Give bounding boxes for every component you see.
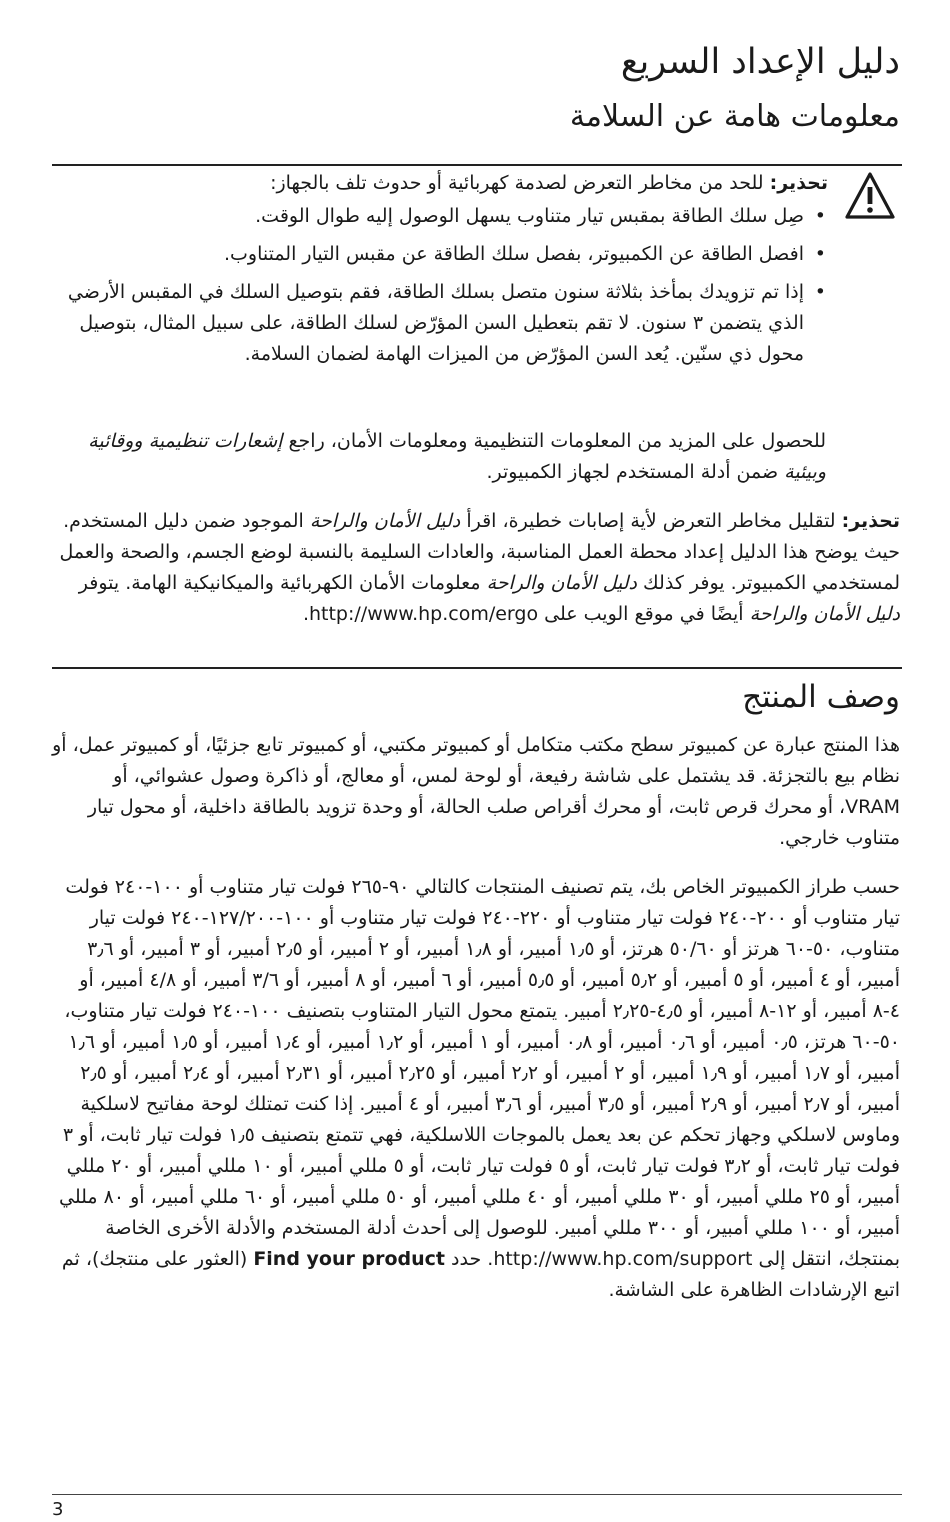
warning-intro-text: للحد من مخاطر التعرض لصدمة كهربائية أو حدوث تلف بالجهاز:	[270, 172, 770, 194]
warning-triangle-icon	[844, 170, 896, 222]
warning-label: تحذير:	[769, 172, 828, 194]
footer-rule	[52, 1494, 902, 1495]
warning-text-segment: معلومات الأمان الكهربائية والميكانيكية الهامة. يتوفر	[78, 572, 487, 594]
warning-text-segment: أيضًا في موقع الويب على	[538, 603, 750, 625]
warning-bullets	[53, 201, 828, 370]
ergo-url-link[interactable]: http://www.hp.com/ergo	[308, 603, 539, 625]
top-rule	[52, 164, 902, 166]
regulatory-paragraph	[51, 426, 826, 488]
product-paragraph-2	[50, 872, 900, 1306]
section-title: وصف المنتج	[742, 679, 900, 715]
warning-text	[53, 168, 828, 377]
safety-guide-title: دليل الأمان والراحة	[309, 510, 461, 532]
ratings-text-cont: . حدد	[445, 1248, 494, 1270]
warning-text-segment: .	[302, 603, 309, 625]
ergonomics-warning	[51, 506, 900, 630]
list-item: • إذا تم تزويدك بمأخذ بثلاثة سنون متصل بسلك الطاقة، فقم بتوصيل السلك في المقبس الأرضي الذي يتضمن ٣ سنون. لا تقم بتعطيل السن المؤرّض لسلك الطاقة، على سبيل المثال، بتوصيل محول ذي سنّين. يُعد السن المؤرّض من الميزات الهامة لضمان السلامة.	[53, 277, 804, 370]
product-paragraph-1: هذا المنتج عبارة عن كمبيوتر سطح مكتب متكامل أو كمبيوتر مكتبي، أو كمبيوتر تابع جزئيًا، أو كمبيوتر عمل، أو نظام بيع بالتجزئة. قد يشتمل على شاشة رفيعة، أو لوحة لمس، أو معالج، أو ذاكرة وصول عشوائي، أو VRAM، أو محرك قرص ثابت، أو محرك أقراص صلب الحالة، أو وحدة تزويد بالطاقة داخلية، أو محول تيار متناوب خارجي.	[52, 734, 900, 849]
ratings-text-end: (العثور على منتجك)، ثم اتبع الإرشادات الظاهرة على الشاشة.	[61, 1248, 900, 1301]
regulatory-text-after: ضمن أدلة المستخدم لجهاز الكمبيوتر.	[486, 461, 785, 483]
ratings-text: حسب طراز الكمبيوتر الخاص بك، يتم تصنيف المنتجات كالتالي ٩٠-٢٦٥ فولت تيار متناوب أو ١٠٠-٢٤٠ فولت تيار متناوب أو ٢٠٠-٢٤٠ فولت تيار متناوب أو ٢٢٠-٢٤٠ فولت تيار متناوب أو ١٠٠-١٢٧/٢٠٠-٢٤٠ فولت تيار متناوب، ٥٠-٦٠ هرتز أو ٥٠/٦٠ هرتز، أو ١٫٥ أمبير، أو ١٫٨ أمبير، أو ٢ أمبير، أو ٢٫٥ أمبير، أو ٣ أمبير، أو ٣٫٦ أمبير، أو ٤ أمبير، أو ٥ أمبير، أو ٥٫٢ أمبير، أو ٥٫٥ أمبير، أو ٦ أمبير، أو ٨ أمبير، أو ٣/٦ أمبير، أو ٤/٨ أمبير، أو ٤-٨ أمبير، أو ١٢-٨ أمبير، أو ٤٫٥-٢٫٢٥ أمبير. يتمتع محول التيار المتناوب بتصنيف ١٠٠-٢٤٠ فولت تيار متناوب، ٥٠-٦٠ هرتز، ٠٫٥ أمبير، أو ٠٫٦ أمبير، أو ٠٫٨ أمبير، أو ١ أمبير، أو ١٫٢ أمبير، أو ١٫٤ أمبير، أو ١٫٥ أمبير، أو ١٫٦ أمبير، أو ١٫٧ أمبير، أو ١٫٩ أمبير، أو ٢ أمبير، أو ٢٫٢ أمبير، أو ٢٫٢٥ أمبير، أو ٢٫٣١ أمبير، أو ٢٫٤ أمبير، أو ٢٫٥ أمبير، أو ٢٫٧ أمبير، أو ٢٫٩ أمبير، أو ٣٫٥ أمبير، أو ٣٫٦ أمبير، أو ٤ أمبير. إذا كنت تمتلك لوحة مفاتيح لاسلكية وماوس لاسلكي وجهاز تحكم عن بعد يعمل بالموجات اللاسلكية، فهي تتمتع بتصنيف ١٫٥ فولت تيار ثابت، أو ٣ فولت تيار ثابت، أو ٣٫٢ فولت تيار ثابت، أو ٥ فولت تيار ثابت، أو ٥ مللي أمبير، أو ١٠ مللي أمبير، أو ٢٠ مللي أمبير، أو ٢٥ مللي أمبير، أو ٣٠ مللي أمبير، أو ٤٠ مللي أمبير، أو ٥٠ مللي أمبير، أو ٦٠ مللي أمبير، أو ٨٠ مللي أمبير، أو ١٠٠ مللي أمبير، أو ٣٠٠ مللي أمبير. للوصول إلى أحدث أدلة المستخدم والأدلة الأخرى الخاصة بمنتجك، انتقل إلى	[59, 876, 900, 1270]
warning-text-segment: لتقليل مخاطر التعرض لأية إصابات خطيرة، اقرأ	[460, 510, 842, 532]
regulatory-text-before: للحصول على المزيد من المعلومات التنظيمية ومعلومات الأمان، راجع	[282, 430, 826, 452]
safety-guide-title: دليل الأمان والراحة	[749, 603, 900, 625]
page-number: 3	[52, 1499, 64, 1520]
find-product-label: Find your product	[253, 1248, 445, 1270]
warning-intro	[53, 168, 828, 199]
list-item: • صِل سلك الطاقة بمقبس تيار متناوب يسهل الوصول إليه طوال الوقت.	[53, 201, 804, 232]
mid-rule	[52, 667, 902, 669]
support-url-link[interactable]: http://www.hp.com/support	[493, 1248, 753, 1270]
page-title: دليل الإعداد السريع	[620, 42, 900, 82]
regulatory-italic: إشعارات تنظيمية ووقائية وبيئية	[88, 430, 826, 483]
list-item: • افصل الطاقة عن الكمبيوتر، بفصل سلك الطاقة عن مقبس التيار المتناوب.	[53, 239, 804, 270]
safety-guide-title: دليل الأمان والراحة	[486, 572, 637, 594]
warning-text-segment: الموجود ضمن دليل المستخدم. حيث يوضح هذا الدليل إعداد محطة العمل المناسبة، والعادات السليمة بالنسبة لوضع الجسم، والصحة والعمل لمستخدمي الكمبيوتر. يوفر كذلك	[59, 510, 900, 594]
page-subtitle: معلومات هامة عن السلامة	[569, 99, 900, 134]
warning-label: تحذير:	[841, 510, 900, 532]
